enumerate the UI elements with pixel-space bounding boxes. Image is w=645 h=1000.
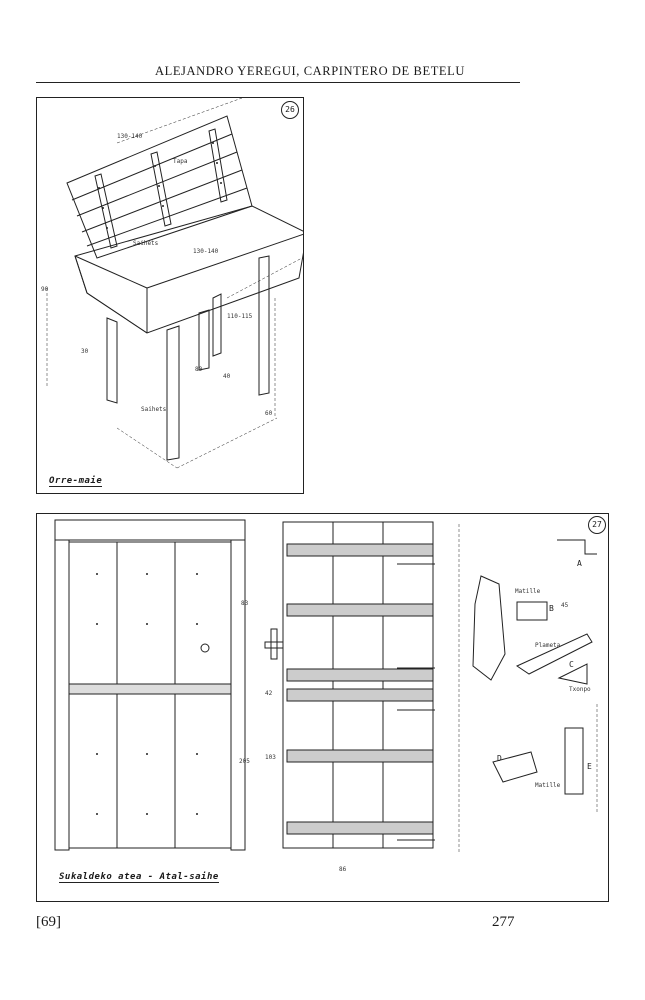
running-title: ALEJANDRO YEREGUI, CARPINTERO DE BETELU [154,64,466,78]
dim-103: 103 [265,754,276,761]
plameta-label: Plameta [535,642,561,649]
height-30-label: 30 [81,348,89,355]
kneading-trough-drawing [37,98,303,493]
dim-top-label: 130-140 [117,133,143,140]
figure-27-caption: Sukaldeko atea - Atal-saihe [59,872,219,882]
kitchen-door-drawing [37,514,608,901]
height-80-label: 80 [195,366,203,373]
width-60-label: 60 [265,410,273,417]
page-number: 277 [492,914,515,930]
bottom-width-label: Saihets [141,406,167,413]
label-e: E [587,762,592,771]
side-label: Saihets [133,240,159,247]
figure-26-number: 26 [281,101,299,119]
label-c: C [569,660,574,669]
folio-left: [69] [36,914,61,930]
figure-27-frame [36,513,609,902]
dim-83: 83 [241,600,249,607]
dim-42: 42 [265,690,273,697]
label-d: D [497,754,502,763]
height-40-label: 40 [223,373,231,380]
figure-27-number: 27 [588,516,606,534]
label-b: B [549,604,554,613]
dim-86: 86 [339,866,347,873]
matille-label-2: Matille [535,782,561,789]
figure-26-caption: Orre-maie [49,476,103,486]
matille-label-1: Matille [515,588,541,595]
dim-205: 205 [239,758,250,765]
figure-26-frame [36,97,304,494]
dim-mid-label: 130-140 [193,248,219,255]
dim-45: 45 [561,602,569,609]
lid-label: Tapa [173,158,188,165]
txonpo-label: Txonpo [569,686,591,693]
height-90-label: 90 [41,286,49,293]
label-a: A [577,559,582,568]
header-rule [36,82,520,83]
dim-right-label: 110-115 [227,313,253,320]
